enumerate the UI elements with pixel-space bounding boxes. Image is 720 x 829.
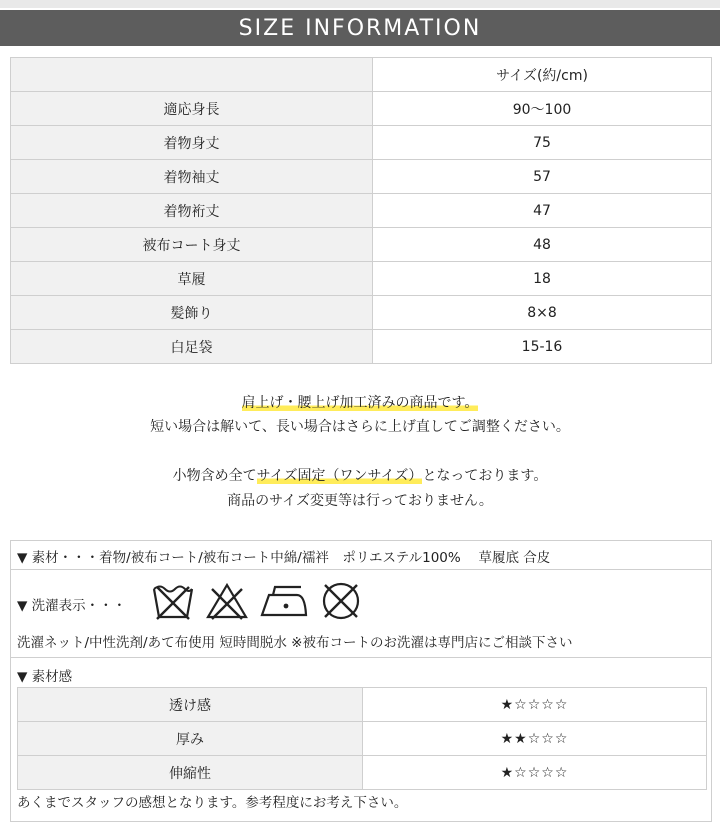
size-row-value: 15-16 [373, 330, 712, 364]
notes-line-3-pre: 小物含め全て [172, 468, 257, 484]
notes-line-3 [0, 463, 720, 489]
washing-note: 洗濯ネット/中性洗剤/あて布使用 短時間脱水 ※被布コートのお洗濯は専門店にご相談下さい [17, 635, 573, 651]
feel-row-label: 厚み [18, 722, 363, 756]
feel-label: ▼ 素材感 [17, 669, 73, 685]
feel-row-label: 透け感 [18, 688, 363, 722]
size-row-label: 着物身丈 [11, 126, 373, 160]
notes-line-4: 商品のサイズ変更等は行っておりません。 [227, 493, 493, 509]
washing-icons [151, 581, 363, 621]
size-row-value: 90〜100 [373, 92, 712, 126]
notes-line-2: 短い場合は解いて、長い場合はさらに上げ直してご調整ください。 [150, 419, 570, 435]
highlight-text: サイズ固定（ワンサイズ） [256, 468, 423, 484]
size-row-value: 47 [373, 194, 712, 228]
size-row-label: 髪飾り [11, 296, 373, 330]
feel-row-stars: ★☆☆☆☆ [363, 688, 707, 722]
size-row-label: 被布コート身丈 [11, 228, 373, 262]
size-row-value: 75 [373, 126, 712, 160]
material-line: ▼ 素材・・・着物/被布コート/被布コート中綿/襦袢 ポリエステル100% 草履底 合皮 [17, 550, 551, 566]
no-bleach-icon [205, 581, 249, 621]
size-row-label: 草履 [11, 262, 373, 296]
washing-label: ▼ 洗濯表示・・・ [17, 598, 127, 614]
section-title: SIZE INFORMATION [238, 15, 482, 41]
material-info-box [10, 540, 712, 822]
notes-line-1 [0, 390, 720, 416]
table-row [11, 296, 712, 330]
size-table-corner-cell [11, 58, 373, 92]
notes-line-3-post: となっております。 [422, 468, 548, 484]
feel-row-stars: ★★☆☆☆ [363, 722, 707, 756]
divider [11, 657, 711, 658]
highlight-text: 肩上げ・腰上げ加工済みの商品です。 [241, 395, 479, 411]
table-row [11, 194, 712, 228]
feel-row-stars: ★☆☆☆☆ [363, 756, 707, 790]
divider [11, 569, 711, 570]
table-row [18, 688, 707, 722]
top-strip [0, 0, 720, 8]
table-row [11, 262, 712, 296]
table-row [11, 126, 712, 160]
size-row-value: 8×8 [373, 296, 712, 330]
table-row [11, 330, 712, 364]
size-row-label: 着物袖丈 [11, 160, 373, 194]
material-feel-table [17, 687, 707, 790]
table-row [11, 92, 712, 126]
size-table-header-row [11, 58, 712, 92]
size-column-header: サイズ(約/cm) [373, 58, 712, 92]
iron-low-icon [259, 581, 309, 621]
size-row-label: 適応身長 [11, 92, 373, 126]
size-row-value: 57 [373, 160, 712, 194]
footer-note: あくまでスタッフの感想となります。参考程度にお考え下さい。 [17, 795, 408, 811]
size-table [10, 57, 712, 364]
table-row [18, 722, 707, 756]
table-row [11, 160, 712, 194]
hand-wash-icon [151, 581, 195, 621]
table-row [11, 228, 712, 262]
no-dry-clean-icon [319, 581, 363, 621]
feel-row-label: 伸縮性 [18, 756, 363, 790]
section-header [0, 10, 720, 46]
size-row-label: 白足袋 [11, 330, 373, 364]
size-row-value: 48 [373, 228, 712, 262]
table-row [18, 756, 707, 790]
size-row-value: 18 [373, 262, 712, 296]
size-row-label: 着物裄丈 [11, 194, 373, 228]
